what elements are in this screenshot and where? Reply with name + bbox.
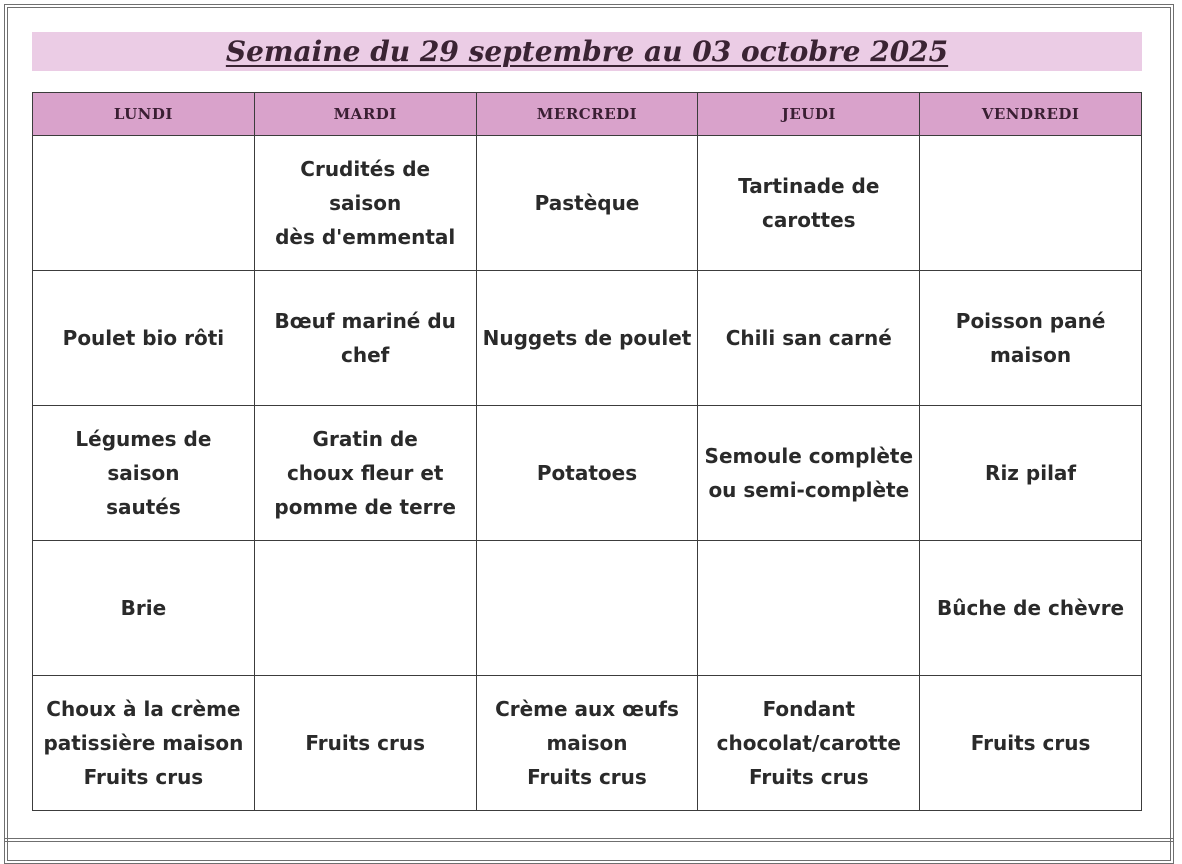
dish-line: Fondant xyxy=(762,697,856,721)
course-row-dessert xyxy=(33,676,1142,811)
dish-line: dès d'emmental xyxy=(275,225,456,249)
menu-cell-wednesday-dessert xyxy=(476,676,698,811)
course-row-side-dish xyxy=(33,406,1142,541)
dish-line: Fruits crus xyxy=(527,765,647,789)
menu-cell-wednesday-side-dish xyxy=(476,406,698,541)
dish-line: Fruits crus xyxy=(748,765,869,789)
menu-cell-friday-dessert xyxy=(920,676,1142,811)
menu-cell-tuesday-side-dish xyxy=(254,406,476,541)
dish-line: choux fleur et xyxy=(286,461,444,485)
dish-line: Semoule complète xyxy=(704,444,914,468)
dish-line: Fruits crus xyxy=(970,731,1091,755)
week-title: Semaine du 29 septembre au 03 octobre 2025 xyxy=(225,35,949,68)
menu-cell-wednesday-cheese xyxy=(476,541,698,676)
title-banner xyxy=(32,32,1142,71)
menu-cell-friday-side-dish xyxy=(920,406,1142,541)
dish-line: Brie xyxy=(120,596,167,620)
menu-cell-monday-side-dish xyxy=(33,406,255,541)
dish-line: Nuggets de poulet xyxy=(482,326,692,350)
menu-cell-thursday-starter xyxy=(698,136,920,271)
menu-cell-friday-main-dish xyxy=(920,271,1142,406)
dish-line: Légumes de saison xyxy=(75,427,212,485)
dish-line: carottes xyxy=(762,208,856,232)
menu-cell-wednesday-main-dish xyxy=(476,271,698,406)
dish-line: Tartinade de xyxy=(738,174,880,198)
menu-cell-thursday-dessert xyxy=(698,676,920,811)
day-header-friday: VENDREDI xyxy=(920,93,1142,136)
menu-cell-tuesday-starter xyxy=(254,136,476,271)
dish-line: ou semi-complète xyxy=(708,478,910,502)
dish-line: Gratin de xyxy=(312,427,418,451)
day-header-wednesday: MERCREDI xyxy=(476,93,698,136)
menu-cell-monday-main-dish xyxy=(33,271,255,406)
day-header-tuesday: MARDI xyxy=(254,93,476,136)
bottom-divider xyxy=(4,838,1174,842)
dish-line: Bœuf mariné du xyxy=(274,309,456,333)
day-header-thursday: JEUDI xyxy=(698,93,920,136)
dish-line: Poisson pané xyxy=(955,309,1106,333)
course-row-main-dish xyxy=(33,271,1142,406)
day-header-monday: LUNDI xyxy=(33,93,255,136)
dish-line: Crudités de saison xyxy=(300,157,431,215)
dish-line: patissière maison xyxy=(43,731,244,755)
menu-cell-tuesday-dessert xyxy=(254,676,476,811)
dish-line: chocolat/carotte xyxy=(716,731,901,755)
menu-cell-thursday-main-dish xyxy=(698,271,920,406)
dish-line: pomme de terre xyxy=(274,495,456,519)
menu-cell-monday-cheese xyxy=(33,541,255,676)
menu-cell-tuesday-cheese xyxy=(254,541,476,676)
menu-cell-wednesday-starter xyxy=(476,136,698,271)
menu-cell-thursday-side-dish xyxy=(698,406,920,541)
course-row-cheese xyxy=(33,541,1142,676)
dish-line: Fruits crus xyxy=(83,765,204,789)
course-row-starter xyxy=(33,136,1142,271)
dish-line: maison xyxy=(990,343,1072,367)
dish-line: Crème aux œufs xyxy=(495,697,679,721)
menu-cell-monday-dessert xyxy=(33,676,255,811)
dish-line: Riz pilaf xyxy=(985,461,1077,485)
dish-line: Choux à la crème xyxy=(46,697,241,721)
day-header-row xyxy=(33,93,1142,136)
dish-line: Fruits crus xyxy=(305,731,426,755)
dish-line: chef xyxy=(341,343,390,367)
menu-cell-monday-starter xyxy=(33,136,255,271)
dish-line: Potatoes xyxy=(536,461,638,485)
menu-body xyxy=(33,136,1142,811)
menu-cell-tuesday-main-dish xyxy=(254,271,476,406)
weekly-menu-table xyxy=(32,92,1142,811)
dish-line: Poulet bio rôti xyxy=(62,326,225,350)
menu-cell-friday-starter xyxy=(920,136,1142,271)
dish-line: Chili san carné xyxy=(725,326,892,350)
menu-cell-thursday-cheese xyxy=(698,541,920,676)
dish-line: Pastèque xyxy=(534,191,640,215)
dish-line: maison xyxy=(546,731,628,755)
menu-cell-friday-cheese xyxy=(920,541,1142,676)
dish-line: sautés xyxy=(106,495,181,519)
dish-line: Bûche de chèvre xyxy=(937,596,1125,620)
